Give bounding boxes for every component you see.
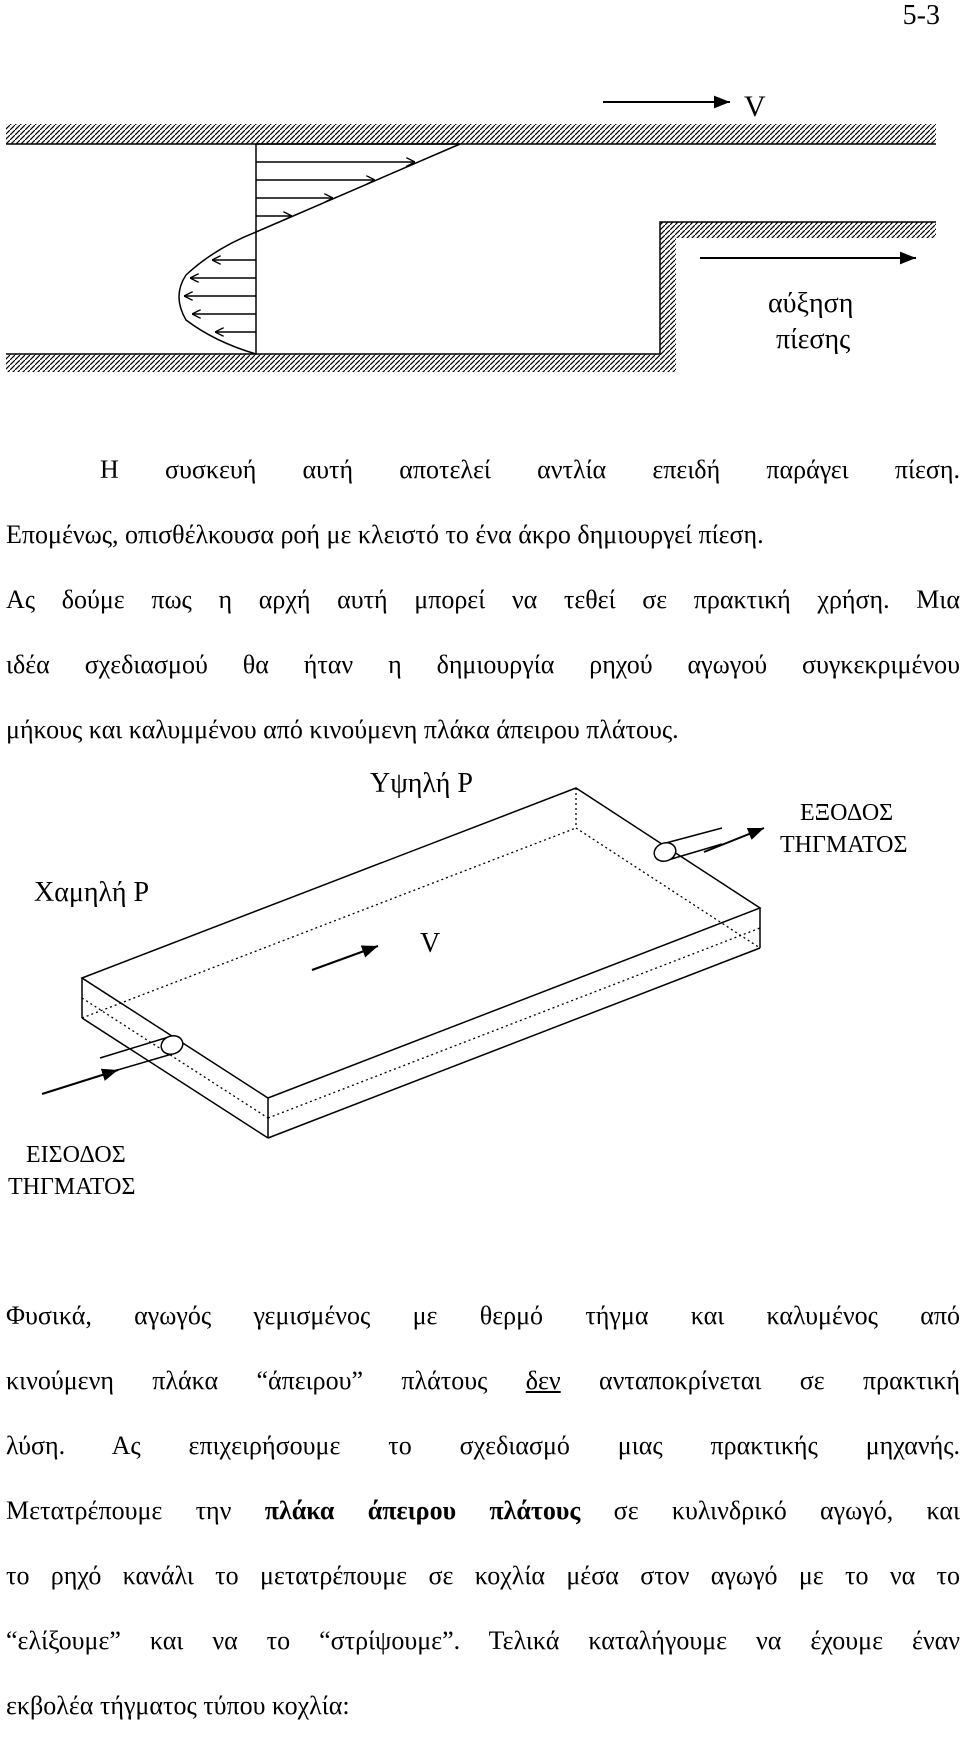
low-pressure-label: Χαμηλή P bbox=[34, 877, 150, 908]
paragraph-2-line: εκβολέα τήγματος τύπου κοχλία: bbox=[6, 1691, 350, 1720]
inlet-label-line2: ΤΗΓΜΑΤΟΣ bbox=[8, 1174, 136, 1200]
drag-flow-figure bbox=[0, 0, 960, 400]
paragraph-2-line bbox=[6, 1348, 960, 1413]
text-run: Μετατρέπουμε την bbox=[6, 1496, 265, 1525]
plate-velocity-label: V bbox=[420, 928, 441, 959]
paragraph-1-line: Επομένως, οπισθέλκουσα ροή με κλειστό το ένα άκρο δημιουργεί πίεση. bbox=[6, 520, 764, 549]
velocity-profile bbox=[179, 144, 460, 354]
text-run: ανταποκρίνεται σε πρακτική bbox=[560, 1366, 960, 1395]
wall-velocity-label: V bbox=[744, 90, 766, 123]
high-pressure-label: Υψηλή P bbox=[370, 768, 473, 799]
exit-label-line1: ΕΞΟΔΟΣ bbox=[800, 800, 894, 826]
text-run: σε κυλινδρικό αγωγό, και bbox=[580, 1496, 960, 1525]
inlet-pipe bbox=[100, 1033, 185, 1074]
paragraph-2 bbox=[6, 1283, 960, 1738]
paragraph-1 bbox=[6, 437, 960, 762]
moving-top-wall bbox=[6, 124, 936, 144]
exit-pipe bbox=[652, 828, 722, 864]
inlet-label-line1: ΕΙΣΟΔΟΣ bbox=[26, 1142, 126, 1168]
paragraph-1-line: Η συσκευή αυτή αποτελεί αντλία επειδή παράγει πίεση. bbox=[100, 455, 960, 484]
pressure-label-line1: αύξηση bbox=[768, 288, 854, 319]
paragraph-2-line: “ελίξουμε” και να το “στρίψουμε”. Τελικά καταλήγουμε να έχουμε έναν bbox=[6, 1626, 960, 1655]
page-number: 5-3 bbox=[902, 0, 940, 31]
underlined-word: δεν bbox=[525, 1366, 561, 1395]
paragraph-1-line: Ας δούμε πως η αρχή αυτή μπορεί να τεθεί σε πρακτική χρήση. Μια bbox=[6, 585, 960, 614]
paragraph-2-line: λύση. Ας επιχειρήσουμε το σχεδιασμό μιας πρακτικής μηχανής. bbox=[6, 1431, 960, 1460]
paragraph-2-line: Φυσικά, αγωγός γεμισμένος με θερμό τήγμα και καλυμένος από bbox=[6, 1301, 960, 1330]
pressure-label-line2: πίεσης bbox=[776, 324, 851, 355]
exit-label-line2: ΤΗΓΜΑΤΟΣ bbox=[780, 832, 908, 858]
paragraph-1-line: μήκους και καλυμμένου από κινούμενη πλάκα άπειρου πλάτους. bbox=[6, 715, 679, 744]
inlet-arrow bbox=[42, 1070, 118, 1094]
exit-arrow bbox=[704, 828, 764, 852]
channel-plate-figure bbox=[0, 740, 960, 1220]
text-run: κινούμενη πλάκα “άπειρου” πλάτους bbox=[6, 1366, 526, 1395]
bold-phrase: πλάκα άπειρου πλάτους bbox=[264, 1496, 581, 1525]
paragraph-2-line: το ρηχό κανάλι το μετατρέπουμε σε κοχλία μέσα στον αγωγό με το να το bbox=[6, 1561, 960, 1590]
paragraph-2-line bbox=[6, 1478, 960, 1543]
paragraph-1-line: ιδέα σχεδιασμού θα ήταν η δημιουργία ρηχού αγωγού συγκεκριμένου bbox=[6, 650, 960, 679]
channel-box bbox=[82, 788, 760, 1138]
plate-velocity-arrow bbox=[312, 946, 378, 970]
